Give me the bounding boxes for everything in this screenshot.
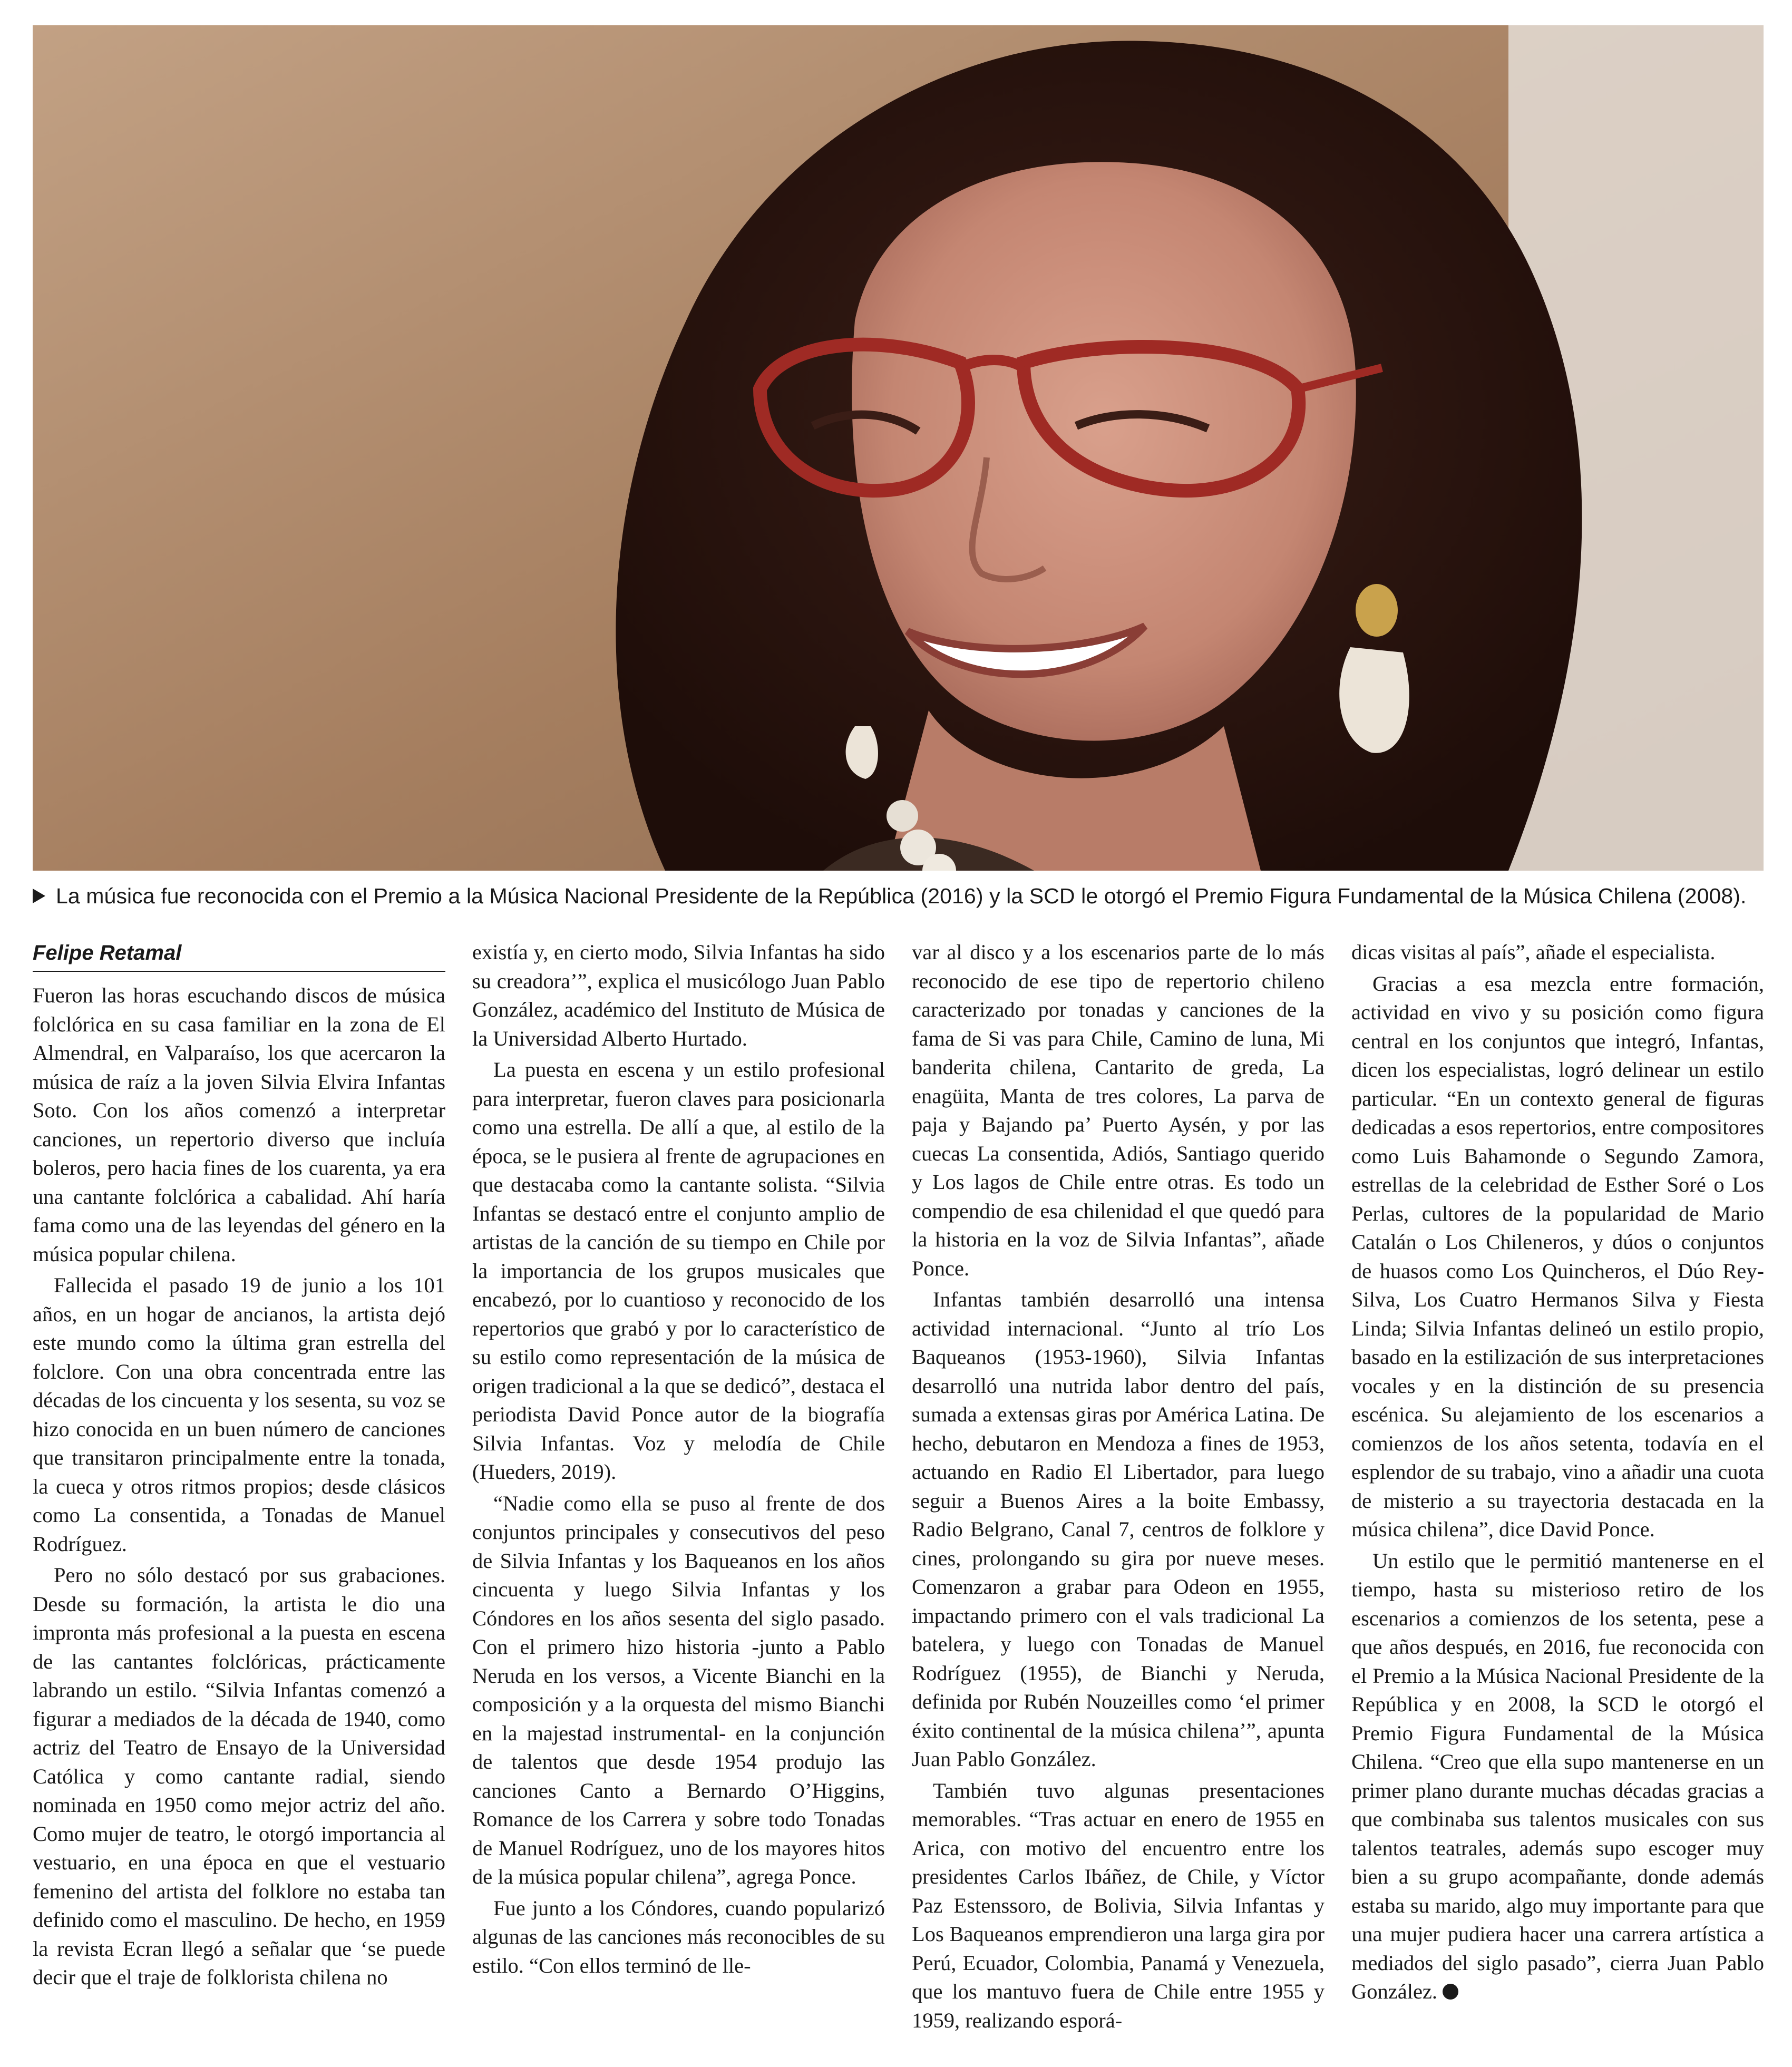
end-of-article-icon (1443, 1984, 1458, 2000)
portrait-photo-illustration (33, 25, 1764, 871)
paragraph: “Nadie como ella se puso al frente de dos conjuntos principales y consecutivos del peso de Silvia Infantas y los Baqueanos en los años cincuenta y luego Silvia Infantas y los Cóndores en los años sesenta del siglo pasado. Con el primero hizo historia -junto a Pablo Neruda en los versos, a Vicente Bianchi en la composición y a la orquesta del mismo Bianchi en la majestad instrumental- en la conjunción de talentos que desde 1954 produjo las canciones Canto a Bernardo O’Higgins, Romance de los Carrera y sobre todo Tonadas de Manuel Rodríguez, uno de los mayores hitos de la música popular chilena”, agrega Ponce. (472, 1491, 885, 1888)
paragraph-text: Un estilo que le permitió mantenerse en el tiempo, hasta su misterioso retiro de los escenarios a comienzos de los setenta, pese a que años después, en 2016, fue reconocida con el Premio a la Música Nacional Presidente de la República y en 2008, la SCD le otorgó el Premio Figura Fundamental de la Música Chilena. “Creo que ella supo mantenerse en un primer plano durante muchas décadas gracias a que combinaba sus talentos musicales con sus talentos teatrales, además supo escoger muy bien a su grupo acompañante, donde además estaba su marido, algo muy importante para que una mujer pudiera hacer una carrera artística a mediados del siglo pasado”, cierra Juan Pablo González. (1351, 1548, 1764, 2003)
paragraph: Fue junto a los Cóndores, cuando popularizó algunas de las canciones más reconocibles de su estilo. “Con ellos terminó de lle- (472, 1896, 885, 1977)
paragraph: Gracias a esa mezcla entre formación, actividad en vivo y su posición como figura central en los conjuntos que integró, Infantas, dicen los especialistas, logró delinear un estilo particular. “En un contexto general de figuras dedicadas a esos repertorios, entre compositores como Luis Bahamonde o Segundo Zamora, estrellas de la celebridad de Esther Soré o Los Perlas, cultores de la popularidad de Mario Catalán o Los Chileneros, y dúos o conjuntos de huasos como Los Quincheros, el Dúo Rey-Silva, Los Cuatro Hermanos Silva y Fiesta Linda; Silvia Infantas delineó un estilo propio, basado en la estilización de sus interpretaciones vocales y en la distinción de su presencia escénica. Su alejamiento de los escenarios a comienzos de los años setenta, todavía en el esplendor de su trabajo, vino a añadir una cuota de misterio a su trayectoria destacada en la música chilena”, dice David Ponce. (1351, 971, 1764, 1541)
article-column-4 (1351, 938, 1764, 2055)
article-column-1 (33, 938, 445, 2055)
article-column-3 (912, 938, 1324, 2055)
photo-caption (33, 875, 1764, 917)
paragraph: var al disco y a los escenarios parte de lo más reconocido de ese tipo de repertorio chileno caracterizado por tonadas y canciones de la fama de Si vas para Chile, Camino de luna, Mi banderita chilena, Cantarito de greda, La enagüita, Manta de tres colores, La parva de paja y Bajando pa’ Puerto Aysén, y por las cuecas La consentida, Adiós, Santiago querido y Los lagos de Chile entre otras. Es todo un compendio de esa chilenidad el que quedó para la historia en la voz de Silvia Infantas”, añade Ponce. (912, 940, 1324, 1280)
article-column-2 (472, 938, 885, 2055)
caption-arrow-icon (33, 889, 45, 903)
paragraph: existía y, en cierto modo, Silvia Infantas ha sido su creadora’”, explica el musicólogo Juan Pablo González, académico del Instituto de Música de la Universidad Alberto Hurtado. (472, 940, 885, 1050)
caption-text: La música fue reconocida con el Premio a la Música Nacional Presidente de la República (2016) y la SCD le otorgó el Premio Figura Fundamental de la Música Chilena (2008). (56, 883, 1747, 908)
article-photo (33, 25, 1764, 871)
paragraph: Pero no sólo destacó por sus grabaciones. Desde su formación, la artista le dio una impronta más profesional a la puesta en escena de las cantantes folclóricas, prácticamente labrando un estilo. “Silvia Infantas comenzó a figurar a mediados de la década de 1940, como actriz del Teatro de Ensayo de la Universidad Católica y como cantante radial, siendo nominada en 1950 como mejor actriz del año. Como mujer de teatro, le otorgó importancia al vestuario, en una época en que el vestuario femenino del artista del folklore no estaba tan definido como el masculino. De hecho, en 1959 la revista Ecran llegó a señalar que ‘se puede decir que el traje de folklorista chilena no (33, 1563, 445, 1989)
article-body (33, 938, 1764, 2055)
paragraph: También tuvo algunas presentaciones memorables. “Tras actuar en enero de 1955 en Arica, con motivo del encuentro entre los presidentes Carlos Ibáñez, de Chile, y Víctor Paz Estenssoro, de Bolivia, Silvia Infantas y Los Baqueanos emprendieron una larga gira por Perú, Ecuador, Colombia, Panamá y Venezuela, que los mantuvo fuera de Chile entre 1955 y 1959, realizando esporá- (912, 1778, 1324, 2032)
paragraph: Fallecida el pasado 19 de junio a los 101 años, en un hogar de ancianos, la artista dejó este mundo como la última gran estrella del folclore. Con una obra concentrada entre las décadas de los cincuenta y los sesenta, su voz se hizo conocida en un buen número de canciones que transitaron principalmente entre la tonada, la cueca y otros ritmos propios; desde clásicos como La consentida, a Tonadas de Manuel Rodríguez. (33, 1273, 445, 1556)
paragraph: La puesta en escena y un estilo profesional para interpretar, fueron claves para posicionarla como una estrella. De allí a que, al estilo de la época, se le pusiera al frente de agrupaciones en que destacaba como la cantante solista. “Silvia Infantas se destacó entre el conjunto amplio de artistas de la canción de su tiempo en Chile por la importancia de los grupos musicales que encabezó, por lo cuantioso y reconocido de los repertorios que grabó y por lo característico de su estilo como representación de la música de origen tradicional a la que se dedicó”, destaca el periodista David Ponce autor de la biografía Silvia Infantas. Voz y melodía de Chile (Hueders, 2019). (472, 1058, 885, 1484)
paragraph: Fueron las horas escuchando discos de música folclórica en su casa familiar en la zona de El Almendral, en Valparaíso, los que acercaron la música de raíz a la joven Silvia Elvira Infantas Soto. Con los años comenzó a interpretar canciones, un repertorio diverso que incluía boleros, pero hacia fines de los cuarenta, ya era una cantante folclórica a cabalidad. Ahí haría fama como una de las leyendas del género en la música popular chilena. (33, 983, 445, 1266)
last-paragraph (1351, 1547, 1764, 2006)
byline: Felipe Retamal (33, 938, 445, 972)
paragraph: dicas visitas al país”, añade el especialista. (1351, 940, 1716, 964)
paragraph: Infantas también desarrolló una intensa actividad internacional. “Junto al trío Los Baqueanos (1953-1960), Silvia Infantas desarrolló una nutrida labor dentro del país, sumada a extensas giras por América Latina. De hecho, debutaron en Mendoza a fines de 1953, actuando en Radio El Libertador, para luego seguir a Buenos Aires a la boite Embassy, Radio Belgrano, Canal 7, centros de folklore y cines, prolongando su gira por nueve meses. Comenzaron a grabar para Odeon en 1955, impactando primero con el vals tradicional La batelera, y luego con Tonadas de Manuel Rodríguez (1955), de Bianchi y Neruda, definida por Rubén Nouzeilles como ‘el primer éxito continental de la música chilena’”, apunta Juan Pablo González. (912, 1288, 1324, 1771)
